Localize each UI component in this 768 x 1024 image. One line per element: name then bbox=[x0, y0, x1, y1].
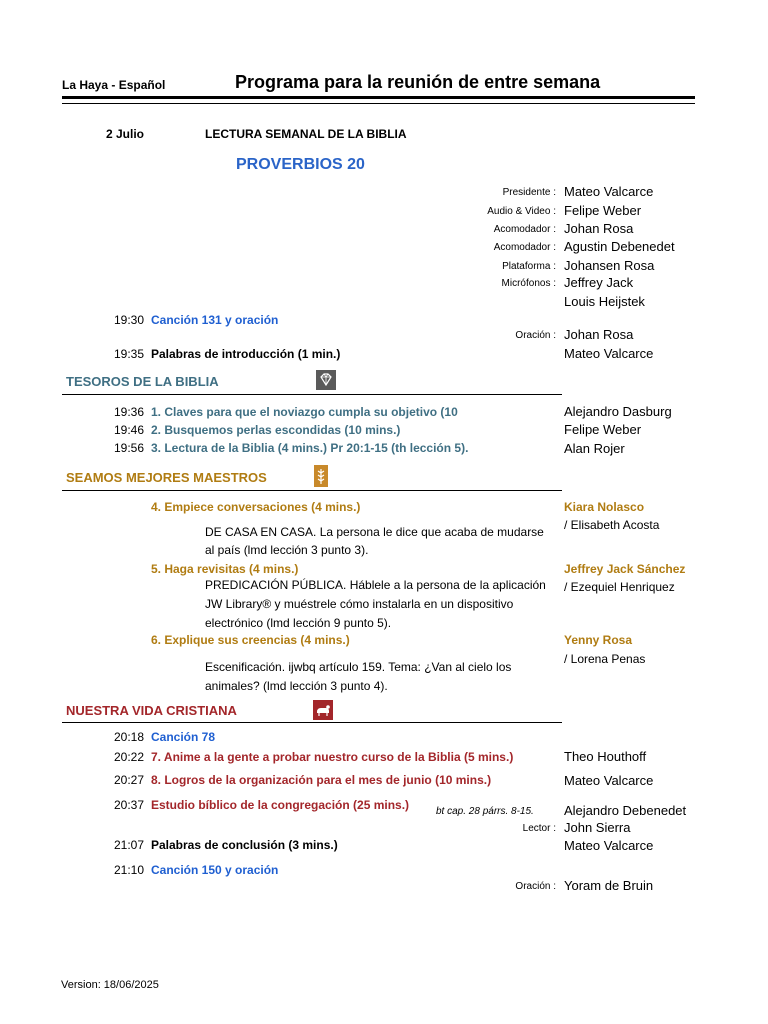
part-description: DE CASA EN CASA. La persona le dice que acaba de mudarse al país (lmd lección 3 punto 3). bbox=[205, 525, 544, 557]
intro-time: 19:35 bbox=[114, 347, 145, 361]
reading-label: LECTURA SEMANAL DE LA BIBLIA bbox=[205, 127, 407, 141]
role-label: Audio & Video : bbox=[487, 206, 556, 217]
part-assignee: Alan Rojer bbox=[564, 441, 625, 456]
closing-title: Palabras de conclusión (3 mins.) bbox=[151, 838, 338, 852]
intro-title: Palabras de introducción (1 min.) bbox=[151, 347, 341, 361]
header-rule-thin bbox=[62, 103, 695, 104]
study-time: 20:37 bbox=[114, 798, 145, 812]
part-assignee: Theo Houthoff bbox=[564, 749, 647, 764]
section-heading-treasures: TESOROS DE LA BIBLIA bbox=[66, 374, 219, 389]
reader-label: Lector : bbox=[522, 823, 556, 834]
role-label: Presidente : bbox=[502, 187, 556, 198]
section-rule bbox=[62, 722, 562, 723]
final-prayer-label: Oración : bbox=[515, 881, 556, 892]
week-date: 2 Julio bbox=[106, 127, 145, 141]
version-label: Version: 18/06/2025 bbox=[61, 979, 159, 991]
congregation-label: La Haya - Español bbox=[62, 78, 166, 92]
part-title: 6. Explique sus creencias (4 mins.) bbox=[151, 633, 350, 647]
prayer-name: Johan Rosa bbox=[564, 327, 634, 342]
role-label: Acomodador : bbox=[493, 242, 556, 253]
bible-book: PROVERBIOS 20 bbox=[236, 156, 365, 173]
role-name: Louis Heijstek bbox=[564, 294, 645, 309]
final-song-time: 21:10 bbox=[114, 863, 145, 877]
final-prayer-name: Yoram de Bruin bbox=[564, 878, 654, 893]
wheat-icon bbox=[314, 465, 328, 487]
part-time: 19:56 bbox=[114, 441, 145, 455]
part-assignee: Kiara Nolasco bbox=[564, 500, 645, 514]
part-description: PREDICACIÓN PÚBLICA. Háblele a la persona de la aplicación JW Library® y muéstrele cómo instalarla en un dispositivo electrónico (lmd lección 9 punto 5). bbox=[205, 578, 546, 630]
role-label: Plataforma : bbox=[502, 261, 556, 272]
song-title: Canción 78 bbox=[151, 730, 216, 744]
part-assistant: / Ezequiel Henriquez bbox=[564, 580, 675, 594]
final-song-title: Canción 150 y oración bbox=[151, 863, 279, 877]
part-time: 20:22 bbox=[114, 750, 145, 764]
part-assignee: Alejandro Dasburg bbox=[564, 404, 672, 419]
study-reference: bt cap. 28 párrs. 8-15. bbox=[436, 806, 534, 817]
song-time: 20:18 bbox=[114, 730, 145, 744]
role-name: Johansen Rosa bbox=[564, 258, 655, 273]
opening-song: Canción 131 y oración bbox=[151, 313, 279, 327]
part-time: 19:46 bbox=[114, 423, 145, 437]
role-label: Micrófonos : bbox=[501, 278, 556, 289]
part-title: 4. Empiece conversaciones (4 mins.) bbox=[151, 500, 361, 514]
part-title: 5. Haga revisitas (4 mins.) bbox=[151, 562, 299, 576]
part-title: 2. Busquemos perlas escondidas (10 mins.) bbox=[151, 423, 401, 437]
prayer-label: Oración : bbox=[515, 330, 556, 341]
opening-time: 19:30 bbox=[114, 313, 145, 327]
part-title: 1. Claves para que el noviazgo cumpla su objetivo (10 bbox=[151, 405, 458, 419]
section-rule bbox=[62, 490, 562, 491]
part-title: 7. Anime a la gente a probar nuestro curso de la Biblia (5 mins.) bbox=[151, 750, 514, 764]
part-assignee: Mateo Valcarce bbox=[564, 773, 654, 788]
part-title: 3. Lectura de la Biblia (4 mins.) Pr 20:1-15 (th lección 5). bbox=[151, 441, 469, 455]
role-name: Agustin Debenedet bbox=[564, 239, 675, 254]
role-name: Jeffrey Jack bbox=[564, 275, 634, 290]
study-conductor: Alejandro Debenedet bbox=[564, 803, 687, 818]
part-assignee: Yenny Rosa bbox=[564, 633, 633, 647]
closing-name: Mateo Valcarce bbox=[564, 838, 654, 853]
part-assignee: Jeffrey Jack Sánchez bbox=[564, 562, 686, 576]
role-label: Acomodador : bbox=[493, 224, 556, 235]
sheep-icon bbox=[313, 700, 333, 720]
part-title: 8. Logros de la organización para el mes de junio (10 mins.) bbox=[151, 773, 492, 787]
part-assistant: / Elisabeth Acosta bbox=[564, 518, 660, 532]
header-rule-thick bbox=[62, 96, 695, 99]
section-heading-ministry: SEAMOS MEJORES MAESTROS bbox=[66, 470, 267, 485]
role-name: Johan Rosa bbox=[564, 221, 634, 236]
reader-name: John Sierra bbox=[564, 820, 631, 835]
study-title: Estudio bíblico de la congregación (25 mins.) bbox=[151, 798, 410, 812]
part-time: 19:36 bbox=[114, 405, 145, 419]
part-assignee: Felipe Weber bbox=[564, 422, 642, 437]
role-name: Felipe Weber bbox=[564, 203, 642, 218]
part-description: Escenificación. ijwbq artículo 159. Tema: ¿Van al cielo los animales? (lmd lección 3 punto 4). bbox=[205, 660, 512, 693]
section-heading-living: NUESTRA VIDA CRISTIANA bbox=[66, 703, 237, 718]
page-title: Programa para la reunión de entre semana bbox=[235, 72, 601, 92]
part-time: 20:27 bbox=[114, 773, 145, 787]
intro-name: Mateo Valcarce bbox=[564, 346, 654, 361]
role-name: Mateo Valcarce bbox=[564, 184, 654, 199]
section-rule bbox=[62, 394, 562, 395]
gem-icon bbox=[316, 370, 336, 390]
part-assistant: / Lorena Penas bbox=[564, 652, 646, 666]
closing-time: 21:07 bbox=[114, 838, 145, 852]
